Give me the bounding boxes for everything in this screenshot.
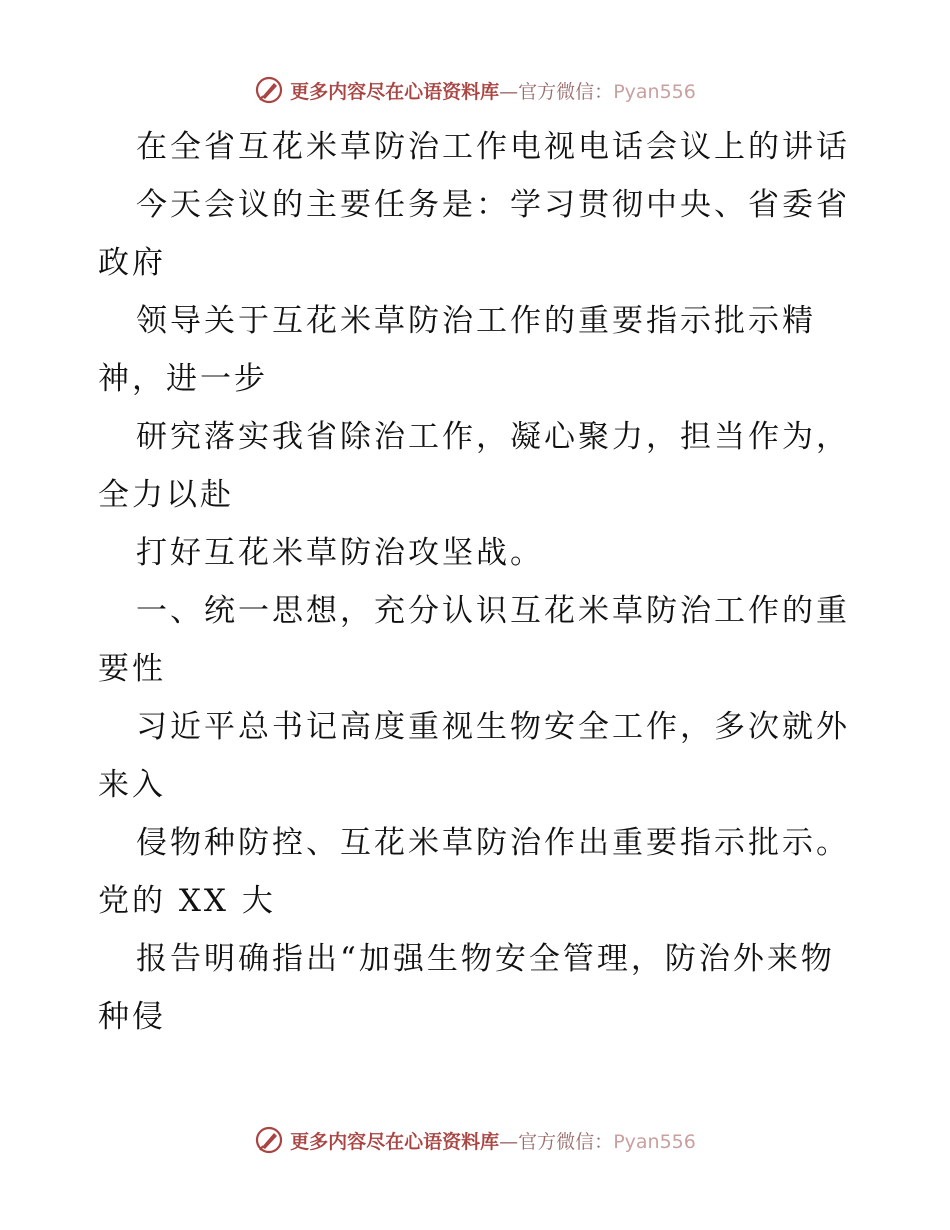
header-watermark-banner: [0, 70, 950, 110]
quill-logo-icon: [254, 75, 284, 105]
footer-watermark-banner: [0, 1120, 950, 1160]
quill-logo-icon: [254, 1125, 284, 1155]
document-line: 打好互花米草防治攻坚战。: [136, 535, 544, 571]
document-line: 一、统一思想，充分认识互花米草防治工作的重: [136, 593, 850, 629]
header-wechat-label: 官方微信：: [518, 80, 614, 103]
document-line: 研究落实我省除治工作，凝心聚力，担当作为，: [136, 419, 850, 455]
header-wechat-id: Pyan556: [613, 80, 696, 103]
footer-dash: —: [499, 1130, 519, 1153]
document-line: 要性: [98, 651, 166, 687]
document-body: [98, 118, 858, 1046]
document-line: 今天会议的主要任务是：学习贯彻中央、省委省: [136, 187, 850, 223]
document-line: 党的 XX 大: [98, 883, 276, 919]
document-line: 侵物种防控、互花米草防治作出重要指示批示。: [136, 825, 850, 861]
document-line: 来入: [98, 767, 166, 803]
footer-banner-text: [290, 1127, 696, 1154]
header-banner-text: [290, 77, 696, 104]
document-line: 领导关于互花米草防治工作的重要指示批示精: [136, 303, 816, 339]
document-line: 种侵: [98, 999, 166, 1035]
header-dash: —: [499, 80, 519, 103]
document-line: 在全省互花米草防治工作电视电话会议上的讲话: [136, 129, 850, 165]
footer-wechat-id: Pyan556: [613, 1130, 696, 1153]
footer-site-text: 更多内容尽在心语资料库: [290, 1130, 500, 1153]
document-line: 神，进一步: [98, 361, 268, 397]
footer-wechat-label: 官方微信：: [518, 1130, 614, 1153]
document-line: 习近平总书记高度重视生物安全工作，多次就外: [136, 709, 850, 745]
document-line: 报告明确指出“加强生物安全管理，防治外来物: [136, 941, 835, 977]
header-site-text: 更多内容尽在心语资料库: [290, 80, 500, 103]
document-line: 政府: [98, 245, 166, 281]
document-line: 全力以赴: [98, 477, 234, 513]
